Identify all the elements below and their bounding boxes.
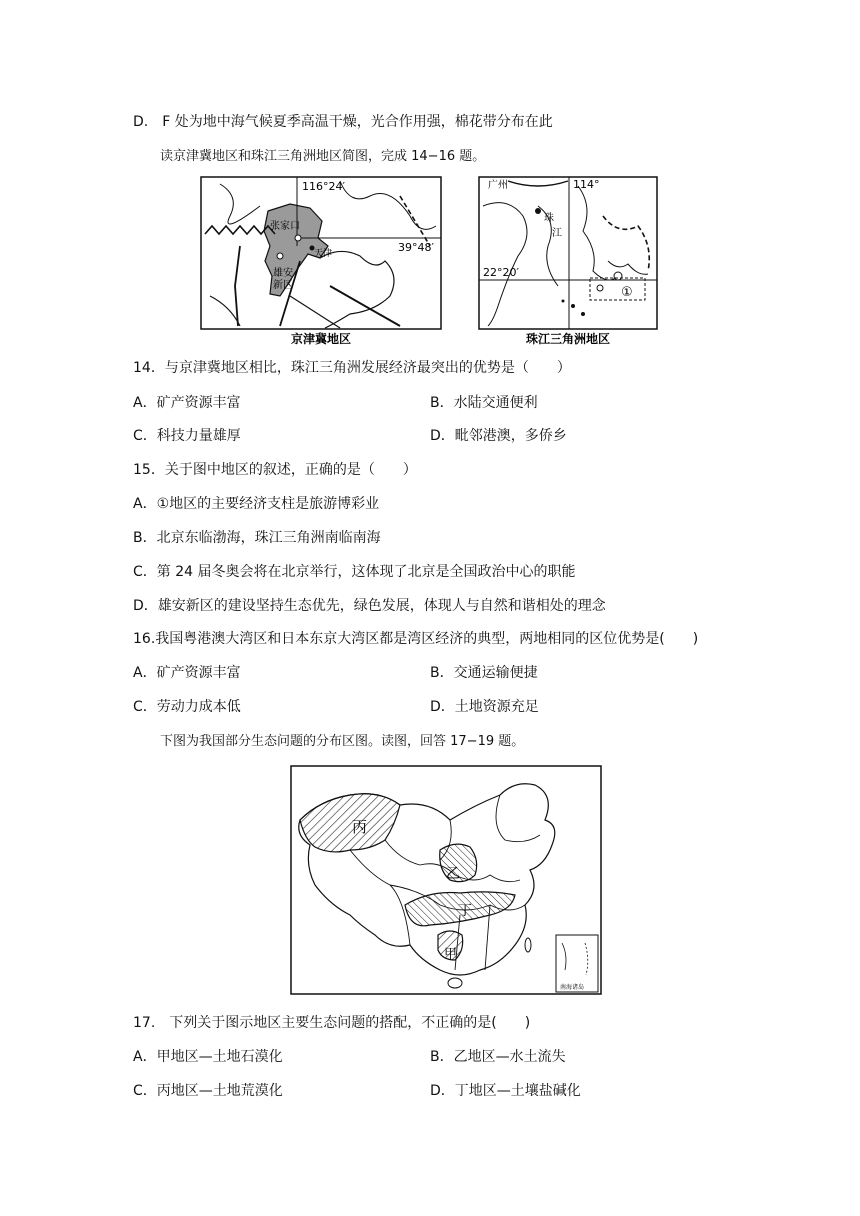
china-eco-map [290,765,602,997]
q14-option-c: C．科技力量雄厚 [133,428,241,444]
jjj-latitude-label: 39°48′ [398,241,434,254]
prd-map-caption: 珠江三角洲地区 [525,332,611,346]
q16-stem: 16.我国粤港澳大湾区和日本东京大湾区都是湾区经济的典型，两地相同的区位优势是( ) [133,631,699,647]
q17-option-b: B．乙地区—水土流失 [430,1049,566,1065]
prd-latitude-label: 22°20′ [483,266,519,279]
q16-option-c: C．劳动力成本低 [133,699,241,715]
q14-option-b: B．水陆交通便利 [430,395,538,411]
q15-option-b: B．北京东临渤海，珠江三角洲南临南海 [133,530,381,546]
label-xiongan-2: 新区 [273,280,293,291]
reading-prompt-17-19: 下图为我国部分生态问题的分布区图。读图，回答 17−19 题。 [160,734,525,749]
label-jiang: 江 [552,228,562,239]
prd-map [478,176,660,346]
label-zhu: 珠 [544,213,554,224]
label-circle-1: ① [621,285,633,300]
jjj-map-caption: 京津冀地区 [290,332,352,346]
label-jia: 甲 [444,947,458,962]
q15-stem: 15．关于图中地区的叙述，正确的是（ ） [133,462,417,478]
reading-prompt-14-16: 读京津冀地区和珠江三角洲地区简图，完成 14−16 题。 [160,149,486,164]
q14-option-d: D．毗邻港澳，多侨乡 [430,428,567,444]
q15-option-a: A．①地区的主要经济支柱是旅游博彩业 [133,496,380,512]
q16-option-b: B．交通运输便捷 [430,665,538,681]
prd-longitude-label: 114° [573,178,600,191]
q14-stem: 14．与京津冀地区相比，珠江三角洲发展经济最突出的优势是（ ） [133,360,571,376]
q15-option-c: C．第 24 届冬奥会将在北京举行，这体现了北京是全国政治中心的职能 [133,564,576,580]
q16-option-d: D．土地资源充足 [430,699,539,715]
q17-option-a: A．甲地区—土地石漠化 [133,1049,283,1065]
q17-option-d: D．丁地区—土壤盐碱化 [430,1083,581,1099]
label-bing: 丙 [352,818,368,836]
label-zhangjiakou: 张家口 [270,221,300,232]
label-ding: 丁 [458,903,472,919]
q17-option-c: C．丙地区—土地荒漠化 [133,1083,283,1099]
label-yi: 乙 [446,866,460,882]
q14-option-a: A．矿产资源丰富 [133,395,241,411]
label-guangzhou: 广州 [488,180,508,191]
jjj-longitude-label: 116°24′ [302,180,345,193]
q17-stem: 17. 下列关于图示地区主要生态问题的搭配，不正确的是( ) [133,1015,531,1031]
label-south-china-sea: 南海诸岛 [560,984,585,991]
label-tianjin: 天津 [314,249,333,259]
jingjinji-map [200,176,442,346]
option-d-line: D. F 处为地中海气候夏季高温干燥，光合作用强，棉花带分布在此 [133,114,553,130]
label-xiongan-1: 雄安 [273,268,293,279]
q16-option-a: A．矿产资源丰富 [133,665,241,681]
q15-option-d: D．雄安新区的建设坚持生态优先，绿色发展，体现人与自然和谐相处的理念 [133,598,606,614]
